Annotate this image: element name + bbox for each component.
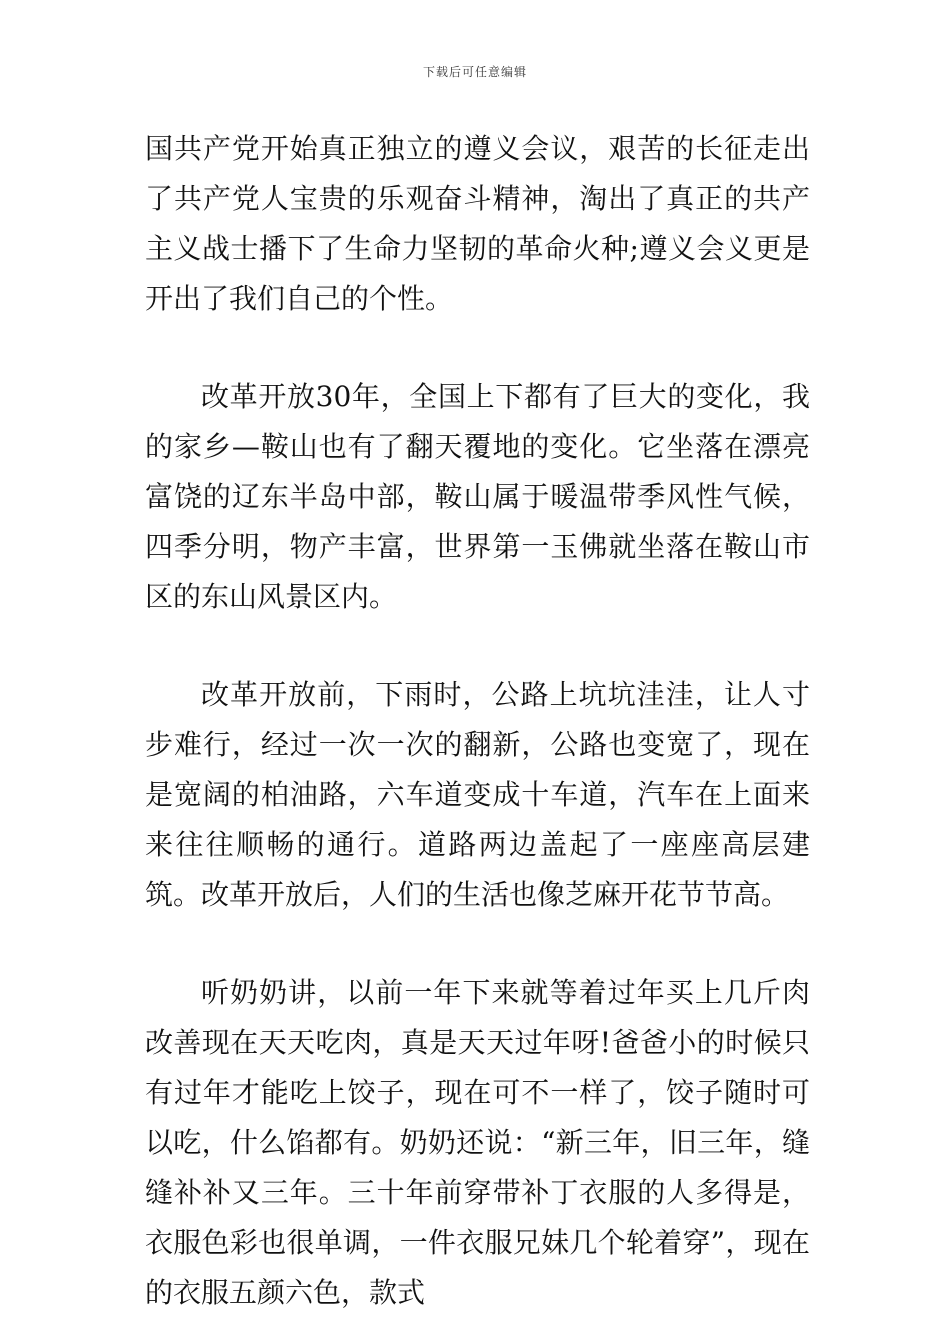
page-header: 下载后可任意编辑 <box>422 65 527 79</box>
paragraph-zunyi: 国共产党开始真正独立的遵义会议，艰苦的长征走出了共产党人宝贵的乐观奋斗精神，淘出了真正的共产主义战士播下了生命力坚韧的革命火种;遵义会义更是开出了我们自己的个性。 <box>145 132 810 315</box>
paragraph-gap <box>145 622 810 670</box>
paragraph-anshan: 改革开放30年，全国上下都有了巨大的变化，我的家乡—鞍山也有了翻天覆地的变化。它坐落在漂亮富饶的辽东半岛中部，鞍山属于暖温带季风性气候，四季分明，物产丰富，世界第一玉佛就坐落在鞍山市区的东山风景区内。 <box>145 380 810 613</box>
document-body <box>145 124 810 1318</box>
paragraph-roads: 改革开放前，下雨时，公路上坑坑洼洼，让人寸步难行，经过一次一次的翻新，公路也变宽了，现在是宽阔的柏油路，六车道变成十车道，汽车在上面来来往往顺畅的通行。道路两边盖起了一座座高层建筑。改革开放后，人们的生活也像芝麻开花节节高。 <box>145 678 810 911</box>
paragraph-gap <box>145 920 810 968</box>
paragraph-gap <box>145 324 810 372</box>
paragraph-grandma: 听奶奶讲，以前一年下来就等着过年买上几斤肉改善现在天天吃肉，真是天天过年呀!爸爸小的时候只有过年才能吃上饺子，现在可不一样了，饺子随时可以吃，什么馅都有。奶奶还说：“新三年，旧三年，缝缝补补又三年。三十年前穿带补丁衣服的人多得是，衣服色彩也很单调，一件衣服兄妹几个轮着穿”，现在的衣服五颜六色，款式 <box>145 976 810 1309</box>
